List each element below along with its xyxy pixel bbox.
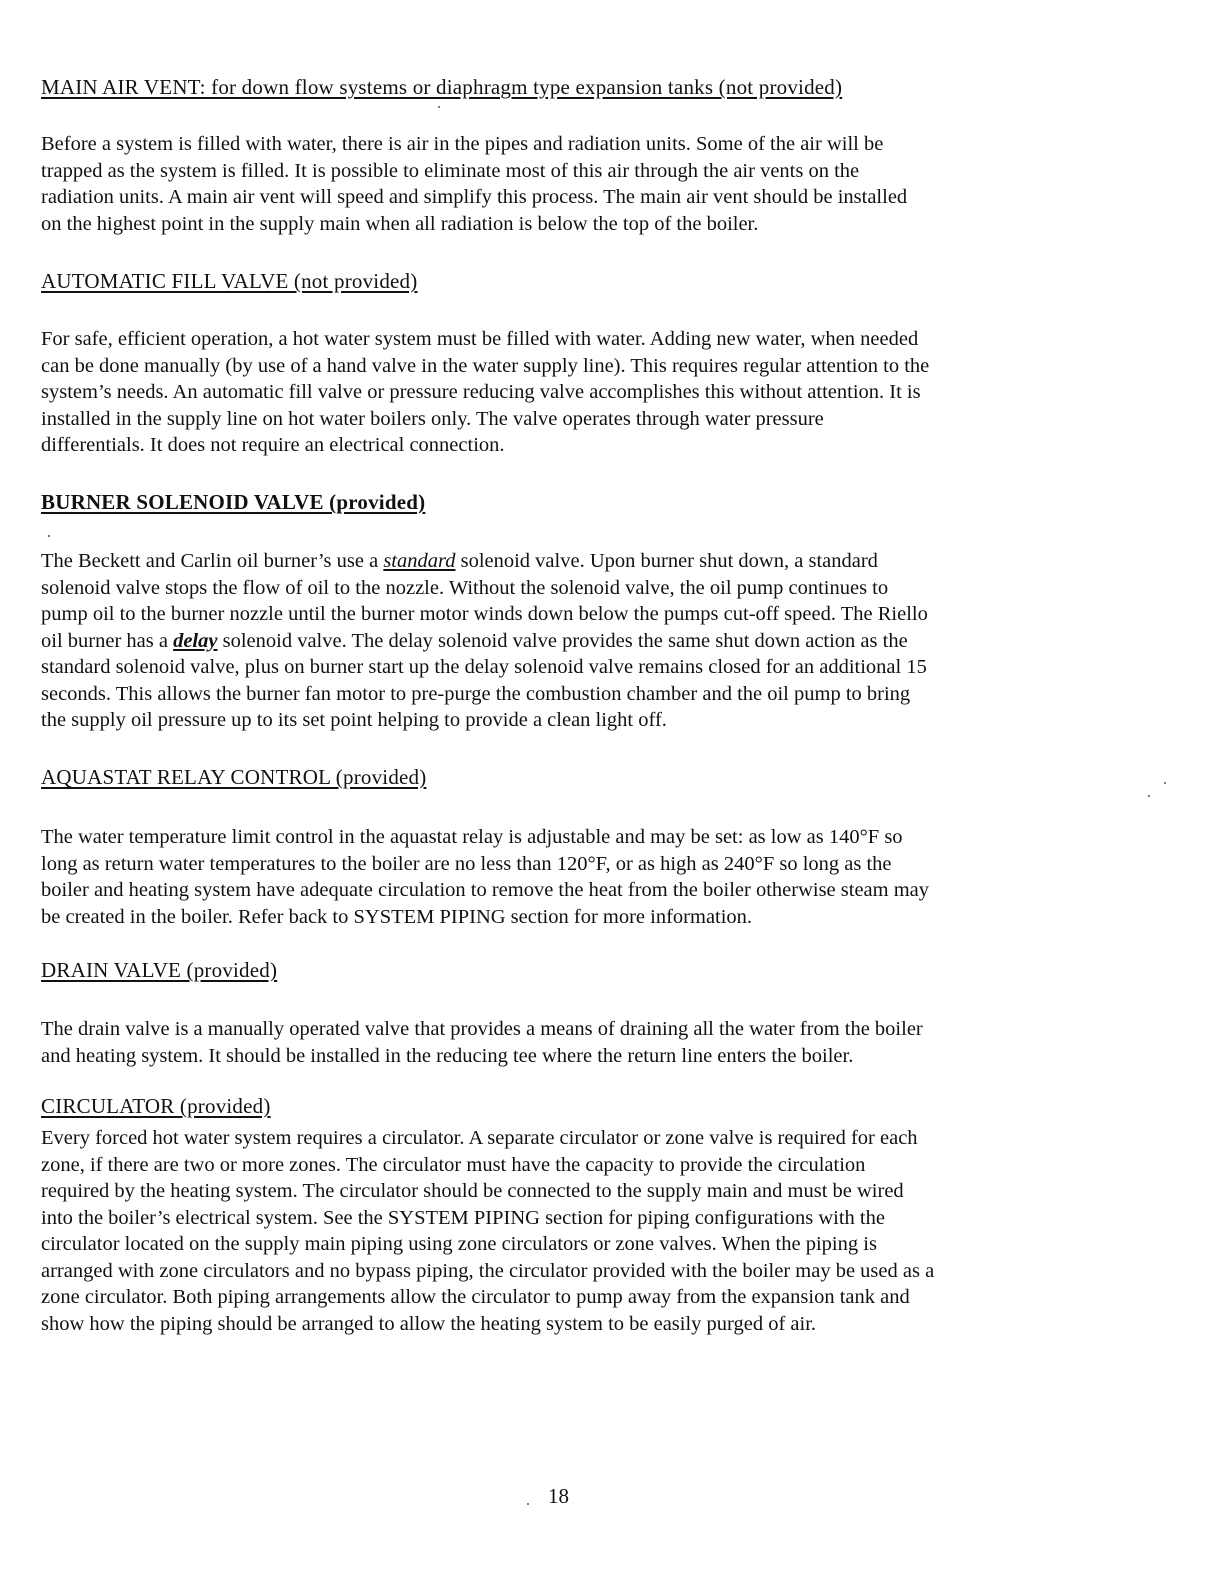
text-line: on the highest point in the supply main when all radiation is below the top of the boiler. bbox=[41, 212, 759, 235]
scan-speck bbox=[1148, 795, 1150, 797]
scan-speck bbox=[48, 535, 50, 537]
text-line: zone circulator. Both piping arrangements allow the circulator to pump away from the expansion tank and bbox=[41, 1286, 910, 1308]
page-number: 18 bbox=[548, 1484, 569, 1508]
paragraph-aquastat-relay-control bbox=[41, 824, 929, 930]
scan-speck bbox=[1164, 782, 1166, 784]
text-line: The drain valve is a manually operated valve that provides a means of draining all the water from the boiler bbox=[41, 1018, 923, 1040]
paragraph-main-air-vent bbox=[41, 131, 907, 237]
text-line: required by the heating system. The circulator should be connected to the supply main and must be wired bbox=[41, 1180, 904, 1202]
text-line: installed in the supply line on hot water boilers only. The valve operates through water pressure bbox=[41, 407, 824, 430]
text-line: zone, if there are two or more zones. The circulator must have the capacity to provide the circulation bbox=[41, 1153, 866, 1176]
text-line: and heating system. It should be installed in the reducing tee where the return line enters the boiler. bbox=[41, 1044, 854, 1067]
text-line: be created in the boiler. Refer back to SYSTEM PIPING section for more information. bbox=[41, 905, 753, 928]
text-line: Every forced hot water system requires a circulator. A separate circulator or zone valve is required for each bbox=[41, 1127, 918, 1149]
heading-burner-solenoid-valve: BURNER SOLENOID VALVE (provided) bbox=[41, 490, 426, 514]
heading-drain-valve: DRAIN VALVE (provided) bbox=[41, 958, 278, 982]
emphasis-delay: delay bbox=[173, 629, 218, 652]
text-line: radiation units. A main air vent will speed and simplify this process. The main air vent should be installed bbox=[41, 186, 908, 208]
scan-speck bbox=[527, 1503, 529, 1505]
text-line: The water temperature limit control in the aquastat relay is adjustable and may be set: as low as 140°F so bbox=[41, 826, 903, 848]
text-line: the supply oil pressure up to its set point helping to provide a clean light off. bbox=[41, 709, 667, 731]
text-line: differentials. It does not require an electrical connection. bbox=[41, 434, 505, 456]
emphasis-standard: standard bbox=[383, 550, 456, 572]
text-line: trapped as the system is filled. It is possible to eliminate most of this air through the air vents on the bbox=[41, 159, 860, 182]
text-line: system’s needs. An automatic fill valve or pressure reducing valve accomplishes this without attention. It is bbox=[41, 381, 921, 403]
text-line: solenoid valve stops the flow of oil to the nozzle. Without the solenoid valve, the oil pump continues to bbox=[41, 576, 889, 599]
text-line: Before a system is filled with water, there is air in the pipes and radiation units. Some of the air will be bbox=[41, 133, 884, 155]
heading-automatic-fill-valve: AUTOMATIC FILL VALVE (not provided) bbox=[41, 269, 418, 293]
text-line: circulator located on the supply main piping using zone circulators or zone valves. When the piping is bbox=[41, 1233, 877, 1255]
paragraph-circulator bbox=[41, 1125, 934, 1337]
text-line: arranged with zone circulators and no bypass piping, the circulator provided with the boiler may be used as a bbox=[41, 1259, 935, 1282]
heading-circulator: CIRCULATOR (provided) bbox=[41, 1094, 271, 1118]
text-fragment: The Beckett and Carlin oil burner’s use a bbox=[41, 550, 384, 572]
text-line bbox=[41, 628, 928, 655]
scan-speck bbox=[438, 106, 440, 108]
text-line: into the boiler’s electrical system. See the SYSTEM PIPING section for piping configurations with the bbox=[41, 1206, 885, 1229]
text-line: standard solenoid valve, plus on burner start up the delay solenoid valve remains closed for an additional 15 bbox=[41, 656, 927, 678]
text-line: show how the piping should be arranged to allow the heating system to be easily purged of air. bbox=[41, 1312, 817, 1335]
text-line: long as return water temperatures to the boiler are no less than 120°F, or as high as 240°F so long as the bbox=[41, 852, 892, 875]
text-line: can be done manually (by use of a hand valve in the water supply line). This requires regular attention to the bbox=[41, 354, 930, 377]
text-fragment: oil burner has a bbox=[41, 629, 174, 652]
text-fragment: solenoid valve. The delay solenoid valve provides the same shut down action as the bbox=[217, 629, 908, 652]
paragraph-automatic-fill-valve bbox=[41, 326, 929, 459]
heading-main-air-vent: MAIN AIR VENT: for down flow systems or diaphragm type expansion tanks (not provided) bbox=[41, 75, 843, 99]
text-line: boiler and heating system have adequate circulation to remove the heat from the boiler otherwise steam may bbox=[41, 879, 930, 901]
paragraph-drain-valve bbox=[41, 1016, 923, 1069]
text-line: For safe, efficient operation, a hot water system must be filled with water. Adding new water, when needed bbox=[41, 328, 919, 350]
text-fragment: solenoid valve. Upon burner shut down, a standard bbox=[455, 550, 878, 572]
text-line: pump oil to the burner nozzle until the burner motor winds down below the pumps cut-off speed. The Riello bbox=[41, 603, 928, 625]
paragraph-burner-solenoid-valve bbox=[41, 548, 928, 734]
text-line bbox=[41, 548, 928, 575]
heading-aquastat-relay-control: AQUASTAT RELAY CONTROL (provided) bbox=[41, 765, 427, 789]
text-line: seconds. This allows the burner fan motor to pre-purge the combustion chamber and the oil pump to bring bbox=[41, 682, 911, 705]
